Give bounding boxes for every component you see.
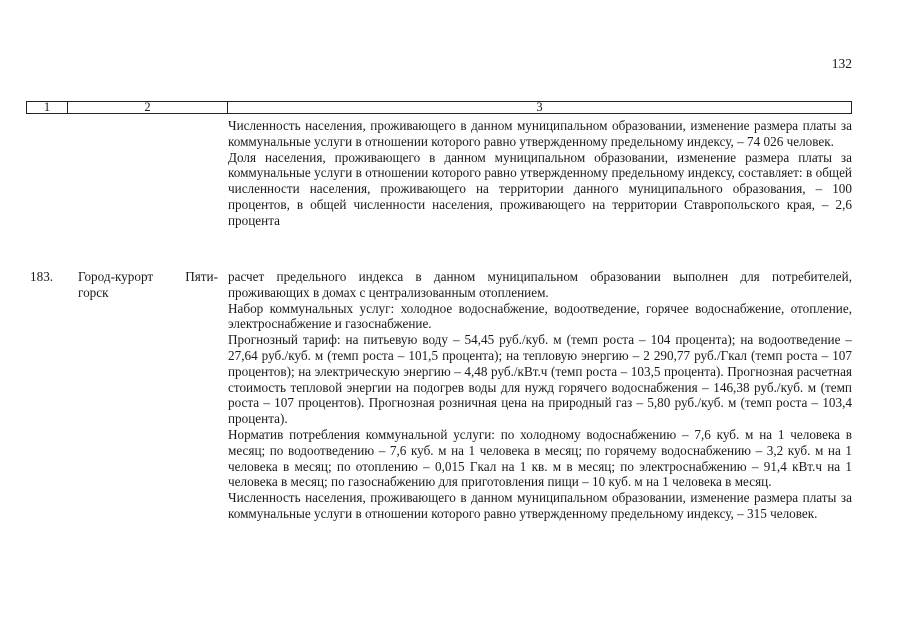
header-col-1: 1 bbox=[27, 102, 68, 113]
municipality-name-part: Пяти- bbox=[185, 269, 218, 284]
header-col-2: 2 bbox=[68, 102, 228, 113]
paragraph: Прогнозный тариф: на питьевую воду – 54,45 руб./куб. м (темп роста – 104 процента); на водоотведение – 27,64 руб./куб. м (темп роста – 101,5 процента); на тепловую энергию – 2 290,77 руб./Гкал (темп роста – 107 процентов); на электрическую энергию – 4,48 руб./кВт.ч (темп роста – 103,5 процента). Прогнозная расчетная стоимость тепловой энергии на подогрев воды для нужд горячего водоснабжения – 146,38 руб./куб. м (темп роста – 107 процентов). Прогнозная розничная цена на природный газ – 5,80 руб./куб. м (темп роста – 103,4 процента). bbox=[228, 332, 852, 427]
continuation-text bbox=[228, 118, 852, 229]
municipality-name-part: Город-курорт bbox=[78, 269, 154, 284]
table-header-row bbox=[26, 101, 852, 114]
paragraph: Набор коммунальных услуг: холодное водоснабжение, водоотведение, горячее водоснабжение, отопление, электроснабжение и газоснабжение. bbox=[228, 300, 852, 332]
paragraph: Численность населения, проживающего в данном муниципальном образовании, изменение размера платы за коммунальные услуги в отношении которого равно утвержденному предельному индексу, – 315 человек. bbox=[228, 490, 852, 521]
paragraph: расчет предельного индекса в данном муниципальном образовании выполнен для потребителей, проживающих в домах с централизованным отоплением. bbox=[228, 269, 852, 300]
header-col-3: 3 bbox=[536, 100, 543, 114]
row-number: 183. bbox=[30, 269, 54, 284]
paragraph: Норматив потребления коммунальной услуги: по холодному водоснабжению – 7,6 куб. м на 1 человека в месяц; по водоотведению – 7,6 куб. м на 1 человека в месяц; по горячему водоснабжению – 3,2 куб. м на 1 человека в месяц; по отоплению – 0,015 Гкал на 1 кв. м в месяц; по электроснабжению – 91,4 кВт.ч на 1 человека в месяц; по газоснабжению для приготовления пищи – 10 куб. м на 1 человека в месяц. bbox=[228, 426, 852, 490]
paragraph: Численность населения, проживающего в данном муниципальном образовании, изменение размера платы за коммунальные услуги в отношении которого равно утвержденному предельному индексу, – 74 026 человек. bbox=[228, 118, 852, 149]
paragraph: Доля населения, проживающего в данном муниципальном образовании, изменение размера платы за коммунальные услуги в отношении которого равно утвержденному предельному индексу, составляет: в общей численности населения, проживающего на территории данного муниципального образования, – 100 процентов, в общей численности населения, проживающего на территории Ставропольского края, – 2,6 процента bbox=[228, 149, 852, 228]
municipality-name bbox=[78, 269, 218, 301]
page-number: 132 bbox=[831, 56, 852, 71]
row-description bbox=[228, 269, 852, 522]
municipality-name-part: горск bbox=[78, 284, 109, 300]
